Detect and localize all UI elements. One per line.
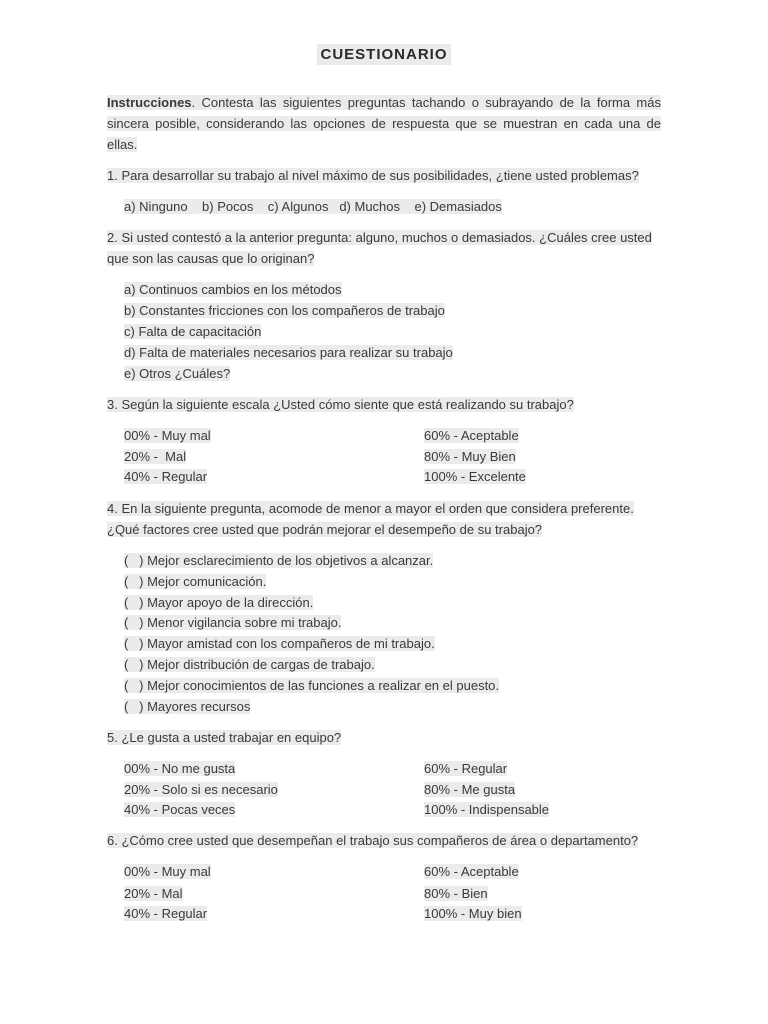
question-3: 3. Según la siguiente escala ¿Usted cómo siente que está realizando su trabajo? bbox=[107, 397, 574, 412]
question-5-scale-left-1: 00% - No me gusta bbox=[124, 761, 236, 776]
document-title: CUESTIONARIO bbox=[0, 46, 768, 63]
question-2-option-b: b) Constantes fricciones con los compañeros de trabajo bbox=[124, 303, 445, 318]
question-5-scale-right-2: 80% - Me gusta bbox=[424, 782, 516, 797]
question-6-scale-right-3: 100% - Muy bien bbox=[424, 906, 522, 921]
question-6-scale-left-1: 00% - Muy mal bbox=[124, 864, 211, 879]
question-5-scale-left-2: 20% - Solo si es necesario bbox=[124, 782, 278, 797]
instructions-text: . Contesta las siguientes preguntas tachando o subrayando de la forma más sincera posible, considerando las opciones de respuesta que se muestran en cada una de ellas. bbox=[107, 95, 661, 152]
question-3-scale-left-3: 40% - Regular bbox=[124, 469, 208, 484]
question-6-scale-right-2: 80% - Bien bbox=[424, 886, 488, 901]
question-4-option-2: ( ) Mejor comunicación. bbox=[124, 574, 267, 589]
question-6-scale-left-2: 20% - Mal bbox=[124, 886, 183, 901]
question-6-scale-right-1: 60% - Aceptable bbox=[424, 864, 519, 879]
question-3-scale-right-1: 60% - Aceptable bbox=[424, 428, 519, 443]
question-4-option-5: ( ) Mayor amistad con los compañeros de mi trabajo. bbox=[124, 636, 435, 651]
question-2: 2. Si usted contestó a la anterior pregunta: alguno, muchos o demasiados. ¿Cuáles cree usted que son las causas que lo originan? bbox=[107, 230, 652, 266]
question-2-option-c: c) Falta de capacitación bbox=[124, 324, 262, 339]
question-4-option-3: ( ) Mayor apoyo de la dirección. bbox=[124, 595, 314, 610]
question-4-option-8: ( ) Mayores recursos bbox=[124, 699, 251, 714]
question-5-scale-left-3: 40% - Pocas veces bbox=[124, 802, 236, 817]
question-3-scale-right-3: 100% - Excelente bbox=[424, 469, 526, 484]
question-4-option-4: ( ) Menor vigilancia sobre mi trabajo. bbox=[124, 615, 342, 630]
question-6-scale-left-3: 40% - Regular bbox=[124, 906, 208, 921]
question-6: 6. ¿Cómo cree usted que desempeñan el trabajo sus compañeros de área o departamento? bbox=[107, 833, 639, 848]
question-3-scale-left-2: 20% - Mal bbox=[124, 449, 187, 464]
question-4-option-1: ( ) Mejor esclarecimiento de los objetivos a alcanzar. bbox=[124, 553, 434, 568]
question-2-option-d: d) Falta de materiales necesarios para realizar su trabajo bbox=[124, 345, 453, 360]
question-5-scale-right-1: 60% - Regular bbox=[424, 761, 508, 776]
question-2-option-e: e) Otros ¿Cuáles? bbox=[124, 366, 231, 381]
question-4-option-6: ( ) Mejor distribución de cargas de trabajo. bbox=[124, 657, 375, 672]
question-2-option-a: a) Continuos cambios en los métodos bbox=[124, 282, 342, 297]
question-4-option-7: ( ) Mejor conocimientos de las funciones a realizar en el puesto. bbox=[124, 678, 500, 693]
instructions-label: Instrucciones bbox=[107, 95, 192, 110]
question-3-scale-right-2: 80% - Muy Bien bbox=[424, 449, 516, 464]
question-5-scale-right-3: 100% - Indispensable bbox=[424, 802, 550, 817]
instructions-paragraph bbox=[107, 92, 661, 155]
question-3-scale-left-1: 00% - Muy mal bbox=[124, 428, 211, 443]
question-4: 4. En la siguiente pregunta, acomode de menor a mayor el orden que considera preferente. ¿Qué factores cree usted que podrán mejorar el desempeño de su trabajo? bbox=[107, 501, 634, 537]
question-5: 5. ¿Le gusta a usted trabajar en equipo? bbox=[107, 730, 342, 745]
question-1: 1. Para desarrollar su trabajo al nivel máximo de sus posibilidades, ¿tiene usted problemas? bbox=[107, 168, 639, 183]
question-1-options: a) Ninguno b) Pocos c) Algunos d) Muchos e) Demasiados bbox=[124, 199, 502, 214]
